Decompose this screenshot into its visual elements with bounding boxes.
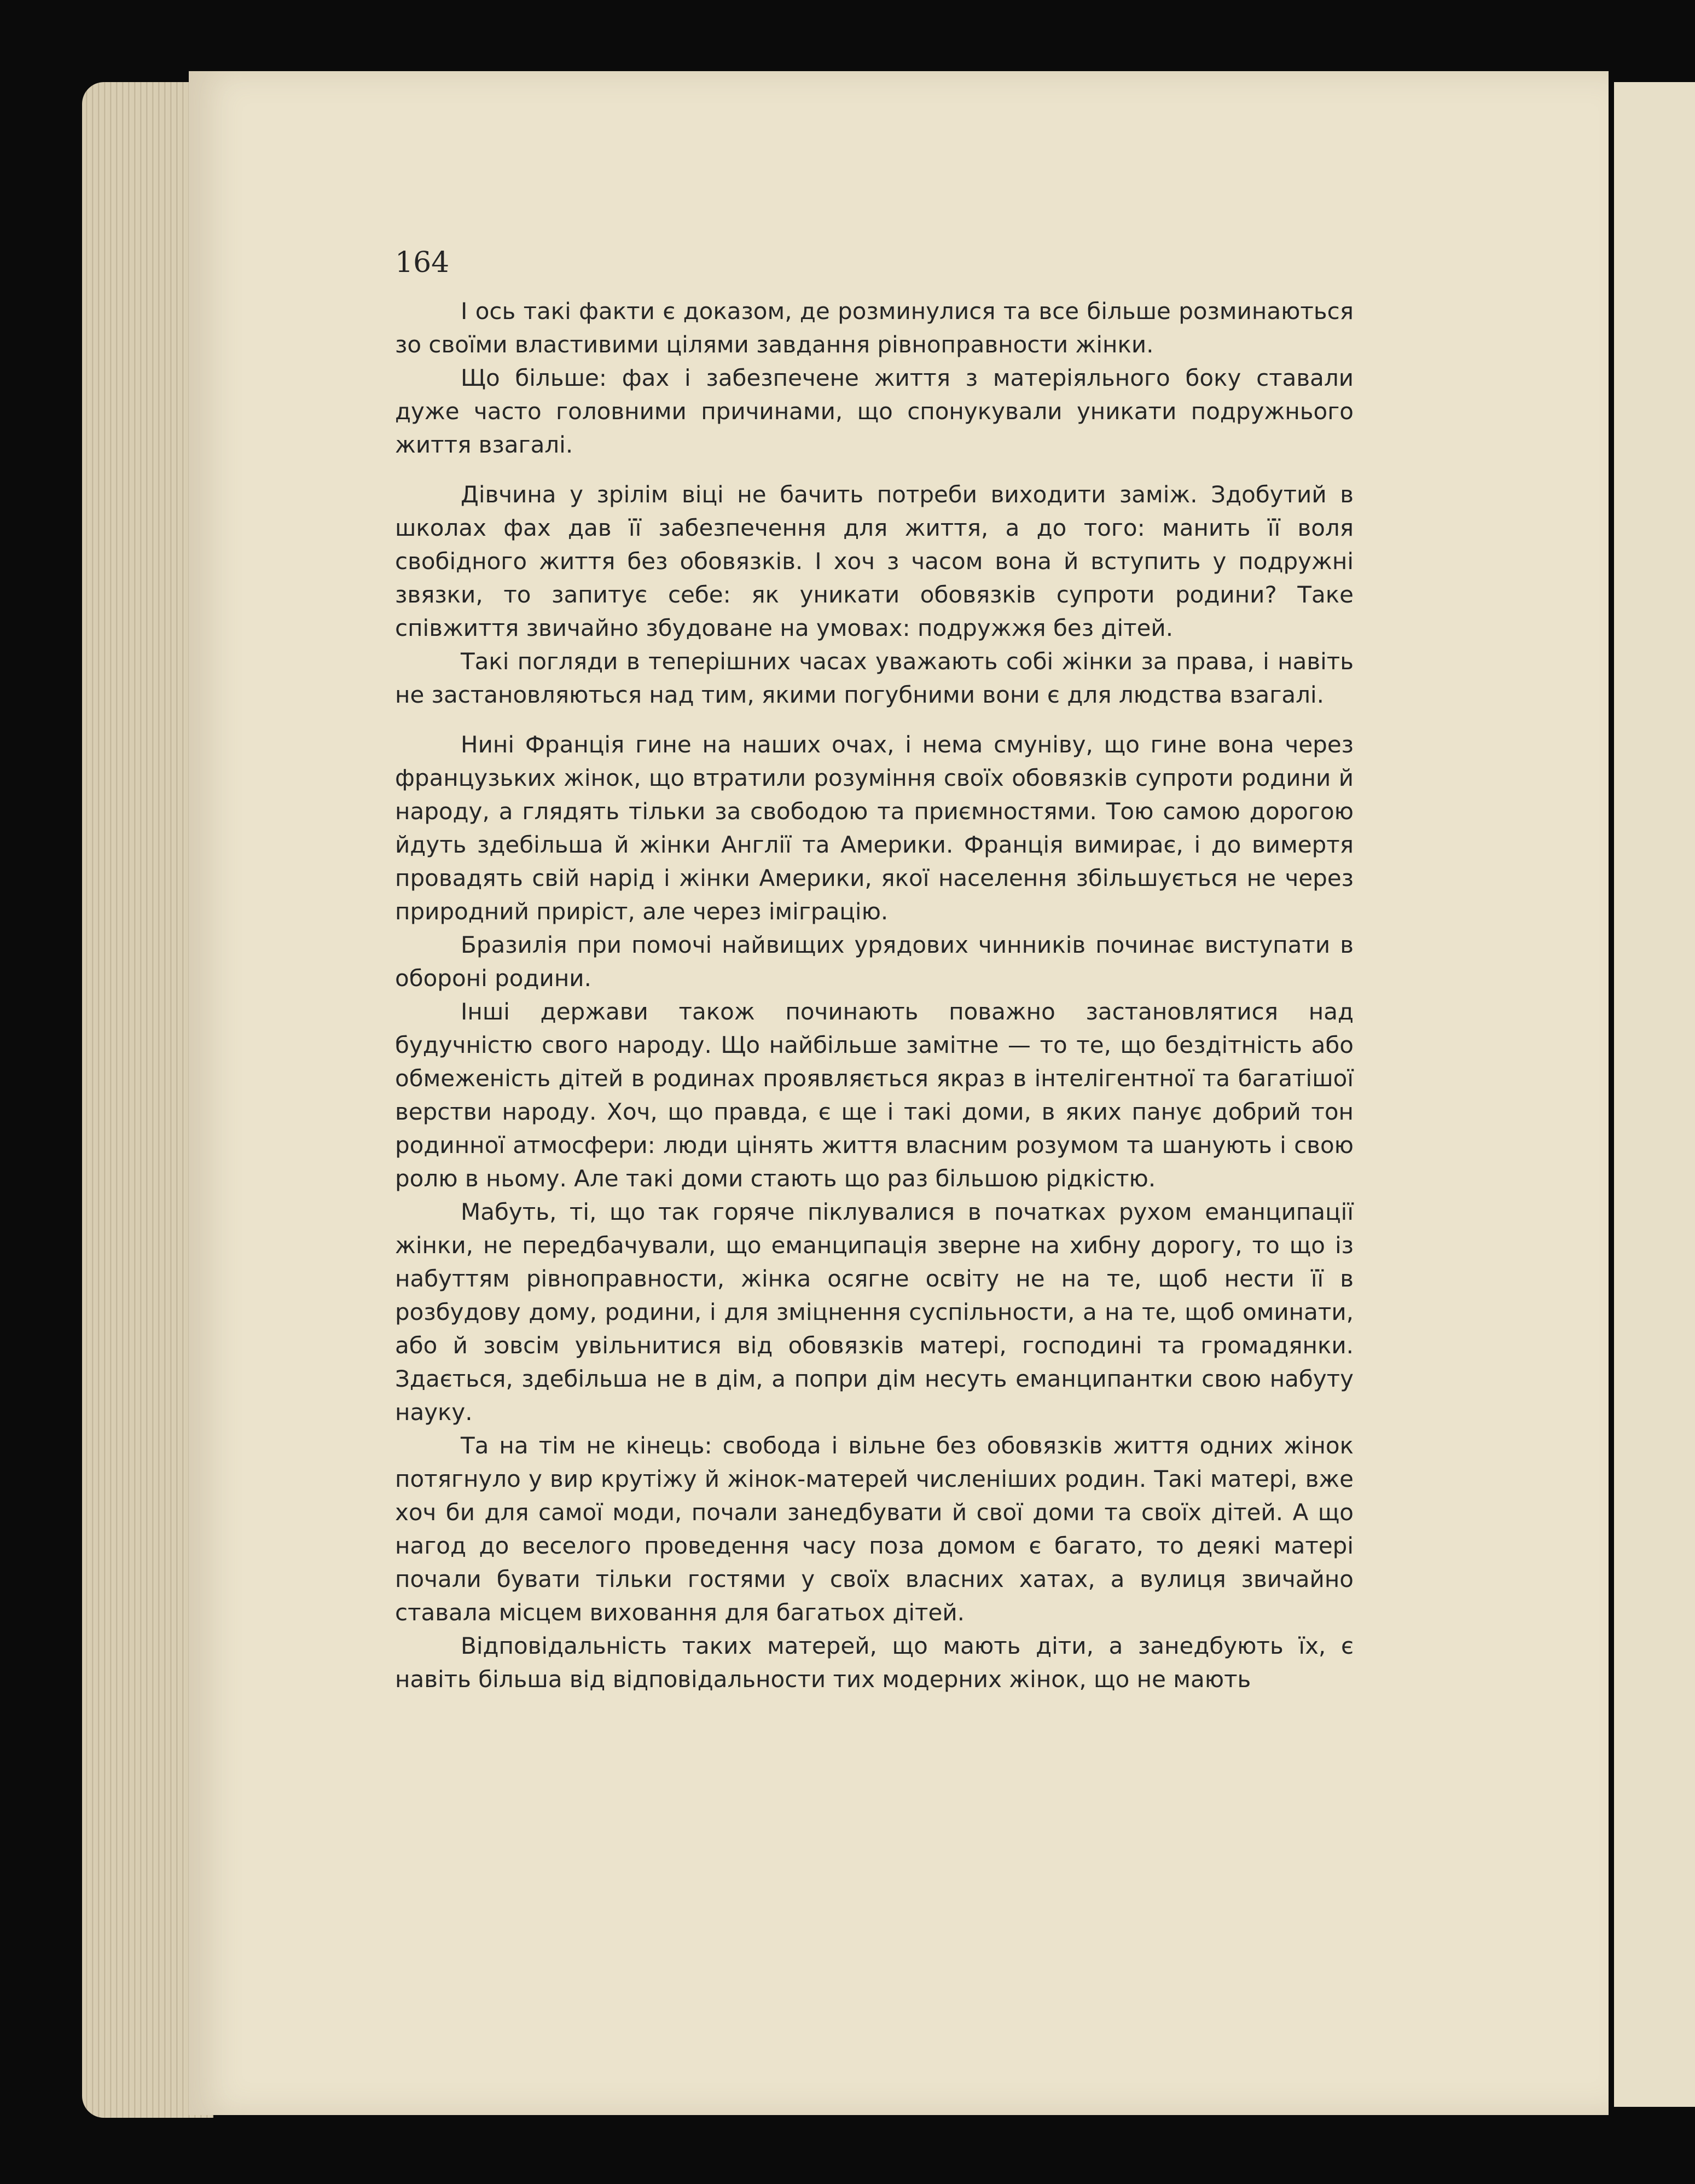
paragraph: Бразилія при помочі найвищих урядових чинників починає виступати в обороні родини. [395, 931, 1354, 992]
paragraph: Мабуть, ті, що так горяче піклувалися в початках рухом еманципації жінки, не передбачували, що еманципація зверне на хибну дорогу, то що із набуттям рівноправности, жінка осягне освіту не на те, щоб нести її в розбудову дому, родини, і для зміцнення суспільности, а на те, щоб оминати, або й зовсім увільнитися від обовязків матері, господині та громадянки. Здається, здебільша не в дім, а попри дім несуть еманципантки свою набуту науку. [395, 1198, 1354, 1426]
next-page-edge [1614, 82, 1695, 2107]
paragraph: Такі погляди в теперішних часах уважають собі жінки за права, і навіть не застановляються над тим, якими погубними вони є для людства взагалі. [395, 648, 1354, 708]
paragraph: Дівчина у зрілім віці не бачить потреби виходити заміж. Здобутий в школах фах дав її забезпечення для життя, а до того: манить її воля свобідного життя без обовязків. І хоч з часом вона й вступить у подружні звязки, то запитує себе: як уникати обовязків супроти родини? Таке співжиття звичайно збудоване на умовах: подружжя без дітей. [395, 481, 1354, 641]
paragraph: Що більше: фах і забезпечене життя з матеріяльного боку ставали дуже часто головними причинами, що спонукували уникати подружнього життя взагалі. [395, 364, 1354, 458]
page-number: 164 [395, 246, 450, 279]
paragraph: Відповідальність таких матерей, що мають діти, а занедбують їх, є навіть більша від відповідальности тих модерних жінок, що не мають [395, 1632, 1354, 1693]
paragraph: Нині Франція гине на наших очах, і нема смуніву, що гине вона через французьких жінок, що втратили розуміння своїх обовязків супроти родини й народу, а глядять тільки за свободою та приємностями. Тою самою дорогою йдуть здебільша й жінки Англії та Америки. Франція вимирає, і до вимертя провадять свій нарід і жінки Америки, якої населення збільшується не через природний приріст, але через іміграцію. [395, 731, 1354, 925]
paragraph: Та на тім не кінець: свобода і вільне без обовязків життя одних жінок потягнуло у вир крутіжу й жінок-матерей численіших родин. Такі матері, вже хоч би для самої моди, почали занедбувати й свої доми та своїх дітей. А що нагод до веселого проведення часу поза домом є багато, то деякі матері почали бувати тільки гостями у своїх власних хатах, а вулиця звичайно ставала місцем виховання для багатьох дітей. [395, 1432, 1354, 1626]
paragraph: І ось такі факти є доказом, де розминулися та все більше розминаються зо своїми властивими цілями завдання рівноправности жінки. [395, 298, 1354, 358]
paragraph: Інші держави також починають поважно застановлятися над будучністю свого народу. Що найбільше замітне — то те, що бездітність або обмеженість дітей в родинах проявляється якраз в інтелігентної та багатішої верстви народу. Хоч, що правда, є ще і такі доми, в яких панує добрий тон родинної атмосфери: люди цінять життя власним розумом та шанують і свою ролю в ньому. Але такі доми стають що раз більшою рідкістю. [395, 998, 1354, 1192]
page-text [395, 294, 1354, 1696]
